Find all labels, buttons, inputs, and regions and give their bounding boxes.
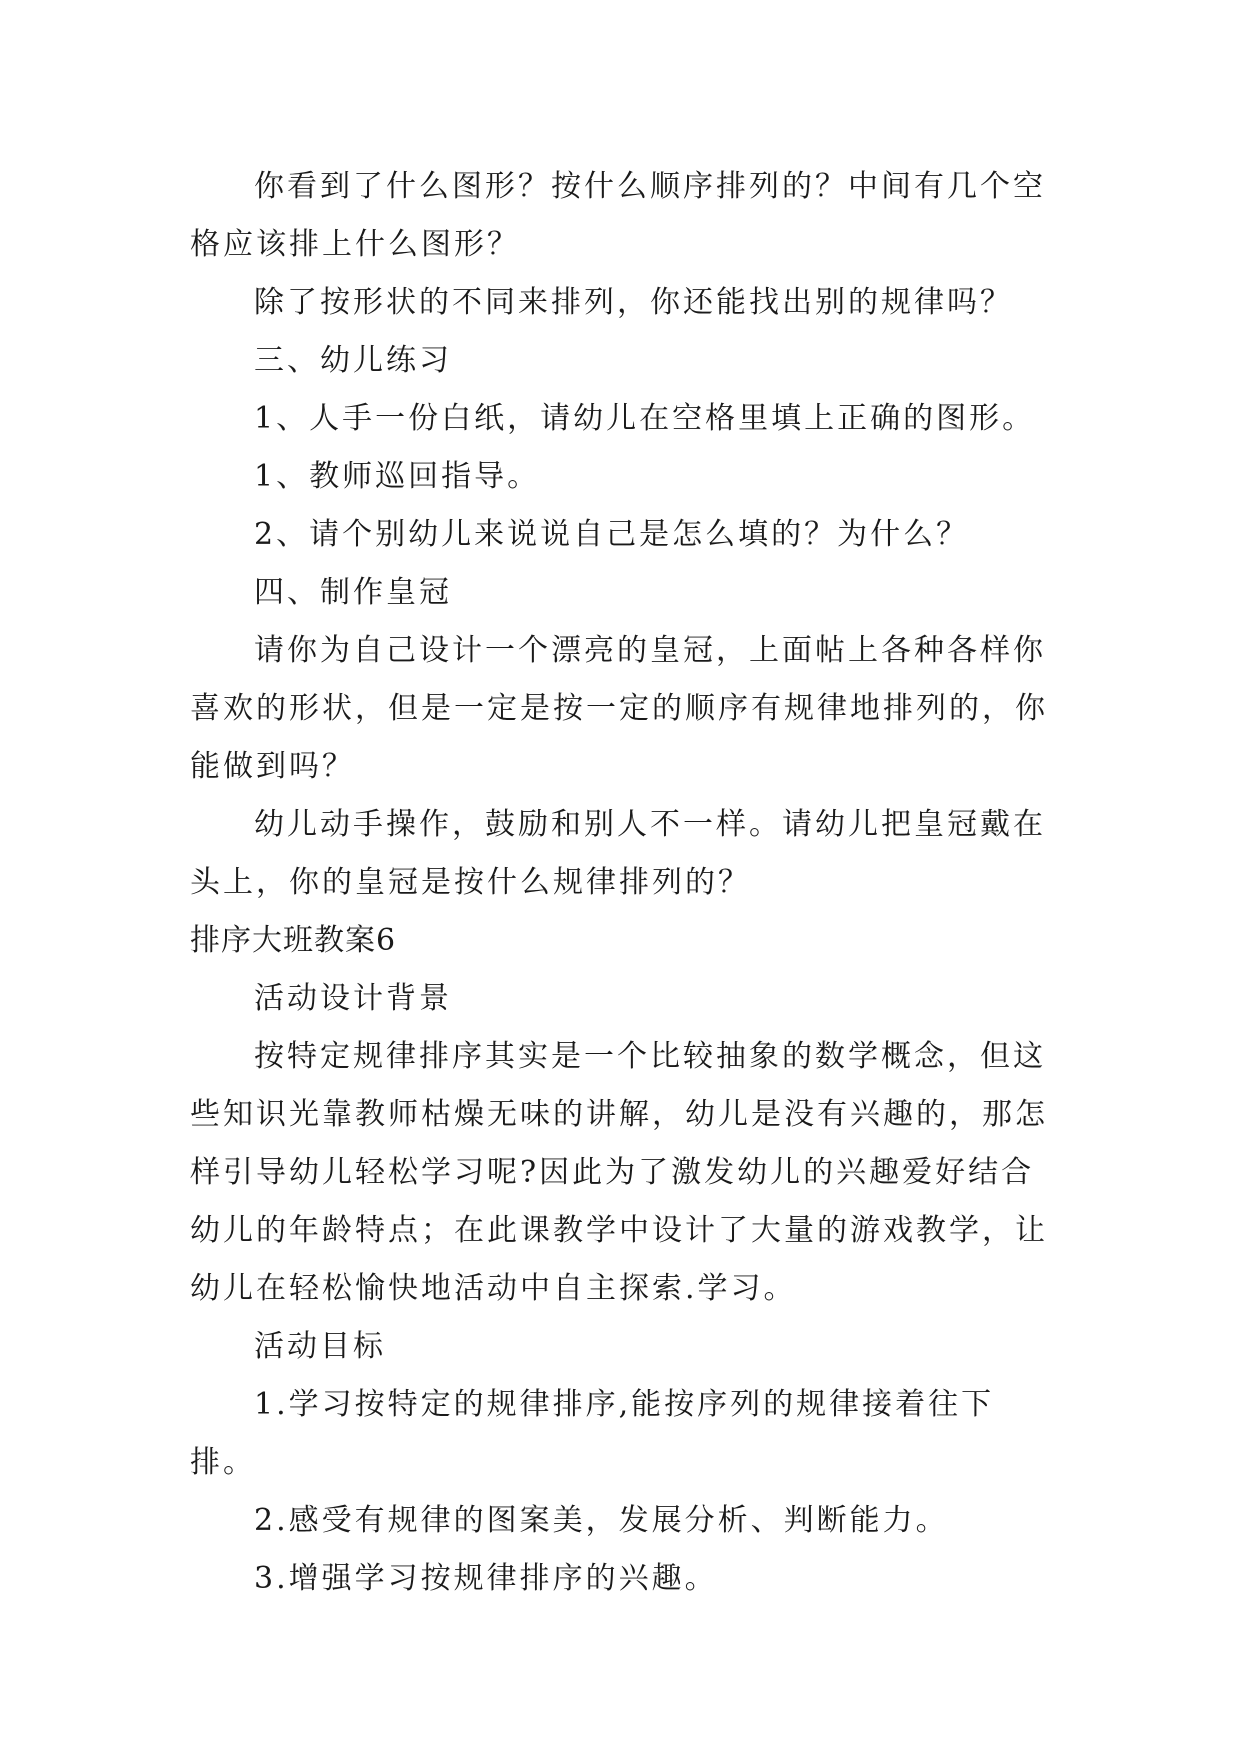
- paragraph-background-text: 按特定规律排序其实是一个比较抽象的数学概念，但这些知识光靠教师枯燥无味的讲解，幼儿是没有兴趣的，那怎样引导幼儿轻松学习呢?因此为了激发幼儿的兴趣爱好结合幼儿的年龄特点；在此课教学中设计了大量的游戏教学，让幼儿在轻松愉快地活动中自主探索.学习。: [190, 1039, 1048, 1306]
- goal-item-3: 3.增强学习按规律排序的兴趣。: [254, 1561, 718, 1596]
- paragraph-child-explain: 2、请个别幼儿来说说自己是怎么填的？为什么？: [254, 517, 970, 552]
- paragraph-teacher-guide: 1、教师巡回指导。: [254, 459, 541, 494]
- paragraph-question-shapes: 你看到了什么图形？按什么顺序排列的？中间有几个空格应该排上什么图形？: [190, 169, 1046, 262]
- paragraph-white-paper: 1、人手一份白纸，请幼儿在空格里填上正确的图形。: [254, 401, 1036, 436]
- paragraph-hands-on: 幼儿动手操作，鼓励和别人不一样。请幼儿把皇冠戴在头上，你的皇冠是按什么规律排列的？: [190, 807, 1046, 900]
- paragraph-other-rules: 除了按形状的不同来排列，你还能找出别的规律吗？: [254, 285, 1013, 320]
- heading-make-crown: 四、制作皇冠: [254, 575, 452, 610]
- paragraph-design-crown: 请你为自己设计一个漂亮的皇冠，上面帖上各种各样你喜欢的形状，但是一定是按一定的顺序有规律地排列的，你能做到吗？: [190, 633, 1048, 784]
- heading-activity-goals: 活动目标: [254, 1329, 386, 1364]
- section-title: 排序大班教案6: [190, 923, 397, 958]
- goal-item-1: 1.学习按特定的规律排序,能按序列的规律接着往下排。: [190, 1387, 995, 1480]
- document-body: [190, 158, 1060, 1608]
- goal-item-2: 2.感受有规律的图案美，发展分析、判断能力。: [254, 1503, 949, 1538]
- heading-child-practice: 三、幼儿练习: [254, 343, 452, 378]
- heading-activity-background: 活动设计背景: [254, 981, 452, 1016]
